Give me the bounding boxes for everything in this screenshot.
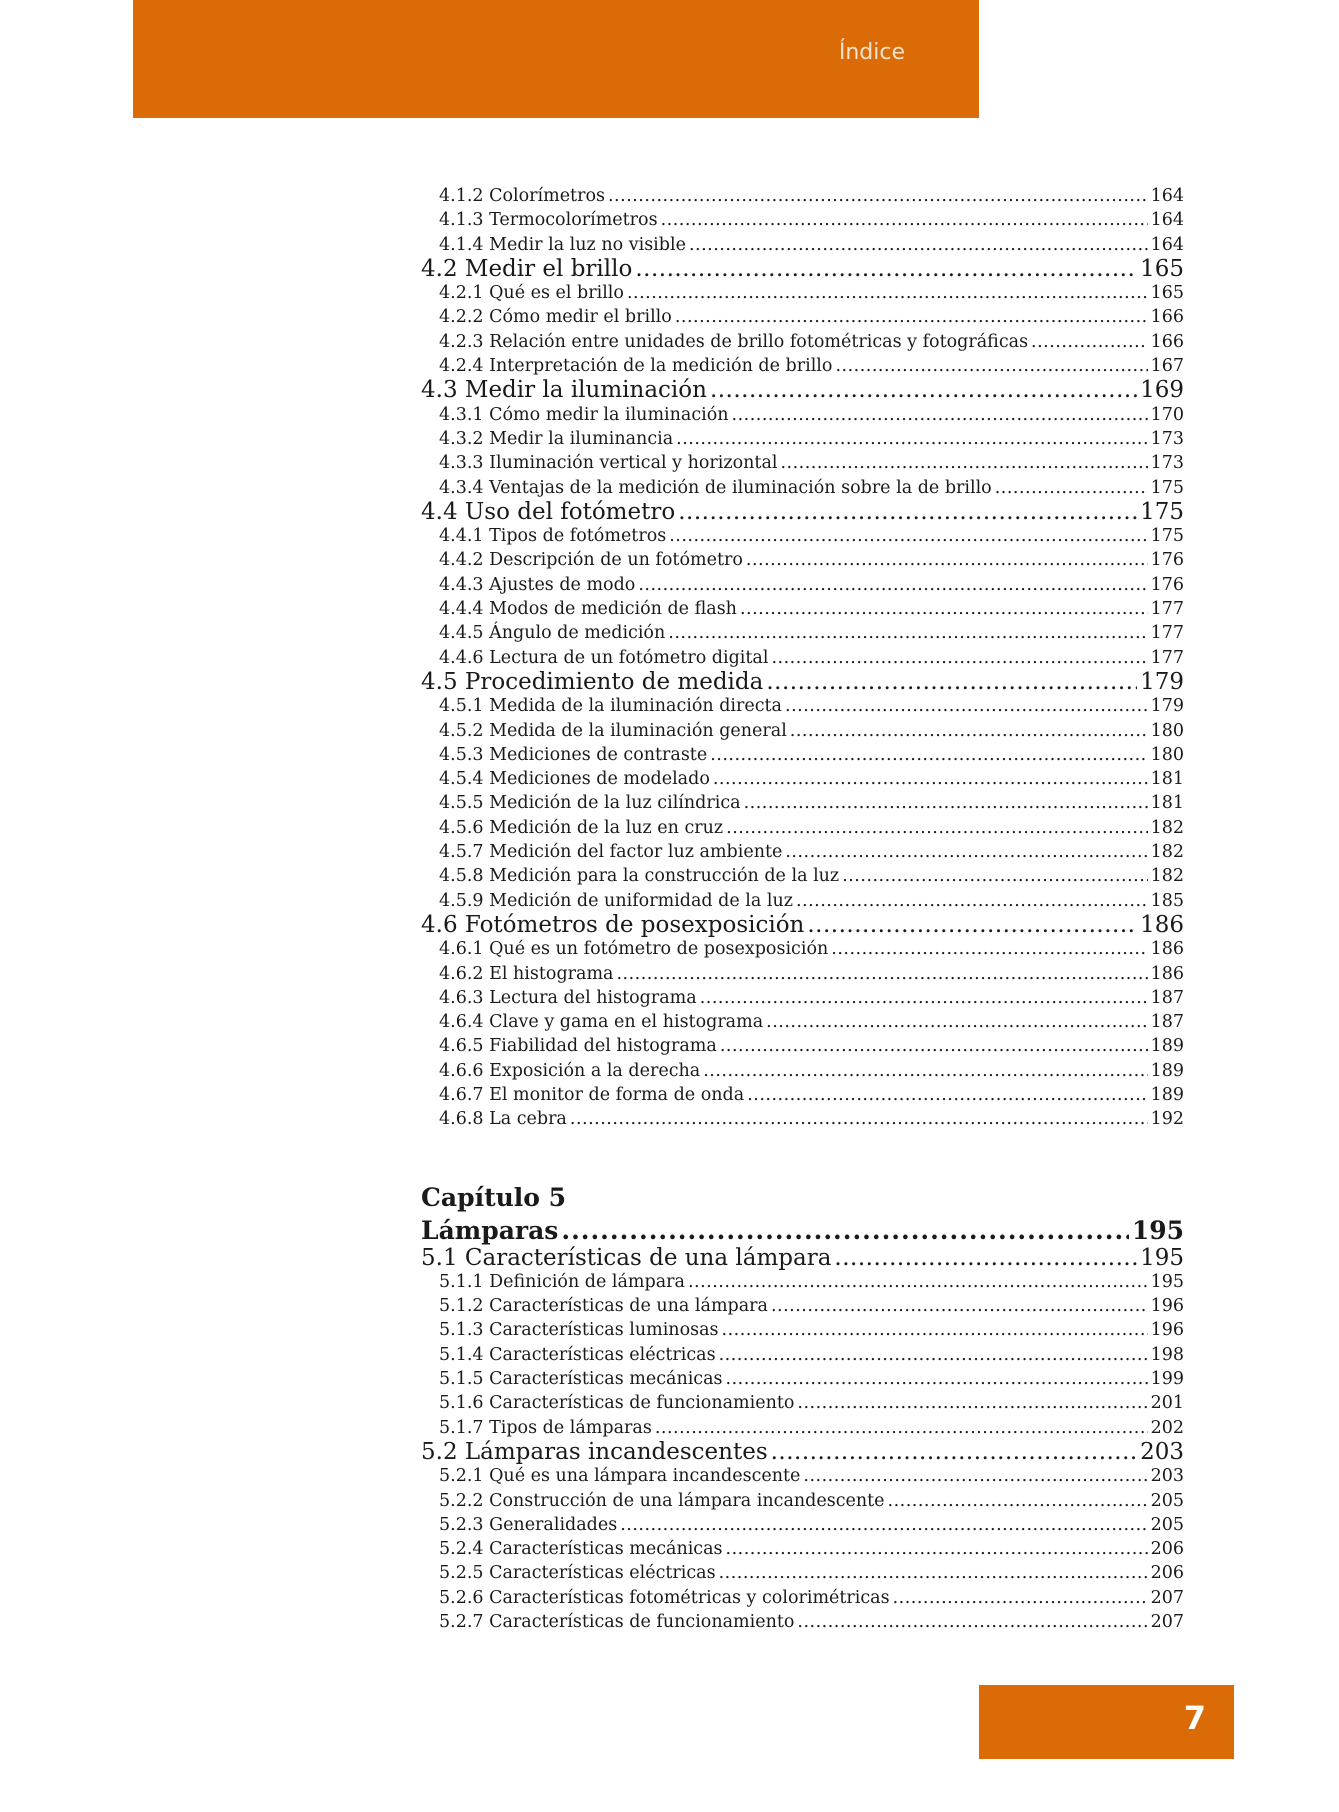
- toc-subsection-entry[interactable]: [439, 476, 1184, 500]
- toc-leader-dots: [888, 1489, 1148, 1513]
- toc-leader-dots: [726, 1537, 1148, 1561]
- toc-entry-title: 4.6.4 Clave y gama en el histograma: [439, 1012, 764, 1033]
- toc-entry-title: 4.3.2 Medir la iluminancia: [439, 428, 674, 449]
- toc-leader-dots: [719, 1343, 1148, 1367]
- toc-leader-dots: [661, 208, 1148, 232]
- chapter-label: Capítulo 5: [421, 1182, 567, 1212]
- toc-subsection-entry[interactable]: [439, 1034, 1184, 1058]
- toc-entry-title: 4.5.9 Medición de uniformidad de la luz: [439, 890, 793, 911]
- toc-subsection-entry[interactable]: [439, 1586, 1184, 1610]
- toc-subsection-entry[interactable]: [439, 233, 1184, 257]
- toc-entry-title: 5.1.7 Tipos de lámparas: [439, 1417, 652, 1438]
- toc-leader-dots: [740, 597, 1148, 621]
- header-bar: [133, 0, 979, 118]
- toc-entry-title: 4.6.2 El histograma: [439, 963, 614, 984]
- page-number-box: [979, 1685, 1234, 1759]
- toc-subsection-entry[interactable]: [439, 1391, 1184, 1415]
- toc-subsection-entry[interactable]: [439, 767, 1184, 791]
- toc-section-entry[interactable]: [421, 1440, 1184, 1464]
- toc-subsection-entry[interactable]: [439, 573, 1184, 597]
- chapter-page: 195: [1131, 1215, 1184, 1245]
- toc-entry-page: 205: [1150, 1490, 1184, 1511]
- toc-entry-page: 181: [1150, 793, 1184, 814]
- toc-entry-title: 4.4.3 Ajustes de modo: [439, 574, 636, 595]
- chapter-title-row[interactable]: [421, 1216, 1184, 1246]
- toc-subsection-entry[interactable]: [439, 694, 1184, 718]
- toc-entry-title: 4.6 Fotómetros de posexposición: [421, 911, 805, 938]
- toc-entry-title: 5.2.7 Características de funcionamiento: [439, 1612, 795, 1633]
- toc-subsection-entry[interactable]: [439, 1294, 1184, 1318]
- toc-entry-page: 177: [1150, 599, 1184, 620]
- toc-entry-page: 195: [1150, 1271, 1184, 1292]
- toc-section-entry[interactable]: [421, 500, 1184, 524]
- toc-entry-title: 5.1.5 Características mecánicas: [439, 1369, 723, 1390]
- toc-entry-page: 181: [1150, 769, 1184, 790]
- toc-entry-page: 199: [1150, 1369, 1184, 1390]
- toc-entry-page: 179: [1140, 668, 1184, 695]
- toc-subsection-entry[interactable]: [439, 1610, 1184, 1634]
- toc-entry-page: 206: [1150, 1539, 1184, 1560]
- toc-entry-page: 182: [1150, 866, 1184, 887]
- toc-subsection-entry[interactable]: [439, 646, 1184, 670]
- toc-subsection-entry[interactable]: [439, 1010, 1184, 1034]
- toc-entry-page: 203: [1150, 1466, 1184, 1487]
- toc-entry-page: 170: [1150, 404, 1184, 425]
- toc-leader-dots: [797, 1610, 1147, 1634]
- toc-entry-page: 196: [1150, 1296, 1184, 1317]
- toc-entry-title: 4.1.2 Colorímetros: [439, 186, 605, 206]
- toc-entry-page: 198: [1150, 1344, 1184, 1365]
- toc-entry-title: 4.2.3 Relación entre unidades de brillo fotométricas y fotográficas: [439, 331, 1029, 352]
- toc-subsection-entry[interactable]: [439, 743, 1184, 767]
- toc-subsection-entry[interactable]: [439, 548, 1184, 572]
- toc-section-entry[interactable]: [421, 670, 1184, 694]
- toc-entry-page: 186: [1150, 963, 1184, 984]
- toc-entry-page: 182: [1150, 817, 1184, 838]
- toc-leader-dots: [669, 524, 1147, 548]
- toc-subsection-entry[interactable]: [439, 1343, 1184, 1367]
- toc-entry-title: 4.2.4 Interpretación de la medición de brillo: [439, 356, 833, 377]
- toc-entry-page: 164: [1150, 186, 1184, 206]
- toc-entry-title: 5.2.5 Características eléctricas: [439, 1563, 716, 1584]
- toc-entry-page: 180: [1150, 744, 1184, 765]
- toc-subsection-entry[interactable]: [439, 1367, 1184, 1391]
- toc-leader-dots: [835, 354, 1147, 378]
- toc-section-entry[interactable]: [421, 257, 1184, 281]
- toc-entry-page: 203: [1140, 1438, 1184, 1465]
- toc-leader-dots: [726, 816, 1147, 840]
- toc-entry-page: 176: [1150, 574, 1184, 595]
- toc-leader-dots: [747, 1083, 1147, 1107]
- toc-entry-title: 4.3.4 Ventajas de la medición de iluminación sobre la de brillo: [439, 477, 992, 498]
- toc-entry-title: 4.4 Uso del fotómetro: [421, 498, 676, 525]
- toc-leader-dots: [726, 1367, 1148, 1391]
- toc-subsection-entry[interactable]: [439, 1464, 1184, 1488]
- toc-leader-dots: [627, 281, 1148, 305]
- toc-leader-dots: [744, 791, 1148, 815]
- toc-entry-page: 179: [1150, 696, 1184, 717]
- toc-leader-dots: [790, 719, 1148, 743]
- toc-subsection-entry[interactable]: [439, 354, 1184, 378]
- toc-leader-dots: [766, 670, 1137, 694]
- toc-entry-page: 206: [1150, 1563, 1184, 1584]
- toc-entry-page: 165: [1140, 255, 1184, 282]
- toc-leader-dots: [719, 1561, 1148, 1585]
- toc-subsection-entry[interactable]: [439, 208, 1184, 232]
- toc-subsection-entry[interactable]: [439, 1107, 1184, 1131]
- toc-subsection-entry[interactable]: [439, 1416, 1184, 1440]
- toc-entry-title: 4.4.4 Modos de medición de flash: [439, 599, 737, 620]
- toc-subsection-entry[interactable]: [439, 281, 1184, 305]
- toc-subsection-entry[interactable]: [439, 1561, 1184, 1585]
- toc-subsection-entry[interactable]: [439, 840, 1184, 864]
- toc-entry-page: 164: [1150, 210, 1184, 231]
- toc-subsection-entry[interactable]: [439, 889, 1184, 913]
- toc-entry-page: 207: [1150, 1612, 1184, 1633]
- toc-section-entry[interactable]: [421, 913, 1184, 937]
- toc-entry-title: 5.1.1 Definición de lámpara: [439, 1271, 685, 1292]
- toc-entry-title: 5.2.2 Construcción de una lámpara incandescente: [439, 1490, 885, 1511]
- toc-entry-title: 4.6.7 El monitor de forma de onda: [439, 1084, 745, 1105]
- toc-entry-title: 4.2.2 Cómo medir el brillo: [439, 307, 672, 328]
- toc-entry-title: 4.6.1 Qué es un fotómetro de posexposición: [439, 939, 829, 960]
- toc-leader-dots: [710, 743, 1147, 767]
- toc-entry-title: 4.3.1 Cómo medir la iluminación: [439, 404, 729, 425]
- toc-entry-title: 4.6.5 Fiabilidad del histograma: [439, 1036, 717, 1057]
- toc-leader-dots: [638, 573, 1147, 597]
- toc-entry-page: 189: [1150, 1084, 1184, 1105]
- toc-leader-dots: [720, 1034, 1148, 1058]
- toc-subsection-entry[interactable]: [439, 1270, 1184, 1294]
- toc-entry-title: 4.2 Medir el brillo: [421, 255, 633, 282]
- toc-entry-page: 185: [1150, 890, 1184, 911]
- toc-leader-dots: [688, 1270, 1148, 1294]
- toc-leader-dots: [700, 986, 1148, 1010]
- toc-entry-page: 189: [1150, 1036, 1184, 1057]
- toc-leader-dots: [807, 913, 1137, 937]
- toc-leader-dots: [713, 767, 1148, 791]
- toc-entry-page: 187: [1150, 1012, 1184, 1033]
- toc-entry-page: 175: [1150, 477, 1184, 498]
- toc-entry-title: 4.5.7 Medición del factor luz ambiente: [439, 842, 783, 863]
- toc-entry-title: 5.1.4 Características eléctricas: [439, 1344, 716, 1365]
- toc-subsection-entry[interactable]: [439, 330, 1184, 354]
- toc-entry-page: 176: [1150, 550, 1184, 571]
- toc-leader-dots: [771, 1294, 1148, 1318]
- toc-leader-dots: [668, 621, 1147, 645]
- toc-entry-title: 4.2.1 Qué es el brillo: [439, 283, 624, 304]
- toc-entry-title: 4.1.4 Medir la luz no visible: [439, 234, 686, 255]
- toc-section-entry[interactable]: [421, 1246, 1184, 1270]
- toc-entry-title: 5.2.6 Características fotométricas y colorimétricas: [439, 1587, 890, 1608]
- toc-leader-dots: [771, 646, 1147, 670]
- toc-leader-dots: [570, 1107, 1148, 1131]
- toc-leader-dots: [608, 184, 1148, 208]
- toc-entry-title: 4.5.2 Medida de la iluminación general: [439, 720, 787, 741]
- toc-entry-page: 166: [1150, 307, 1184, 328]
- toc-subsection-entry[interactable]: [439, 597, 1184, 621]
- toc-leader-dots: [678, 500, 1137, 524]
- toc-subsection-entry[interactable]: [439, 1083, 1184, 1107]
- toc-entry-title: 5.2.4 Características mecánicas: [439, 1539, 723, 1560]
- toc-leader-dots: [635, 257, 1137, 281]
- toc-entry-page: 167: [1150, 356, 1184, 377]
- toc-entry-title: 4.5.5 Medición de la luz cilíndrica: [439, 793, 741, 814]
- toc-entry-title: 4.6.3 Lectura del histograma: [439, 987, 697, 1008]
- toc-leader-dots: [561, 1216, 1128, 1246]
- toc-entry-page: 165: [1150, 283, 1184, 304]
- toc-leader-dots: [831, 937, 1147, 961]
- toc-entry-title: 5.2.1 Qué es una lámpara incandescente: [439, 1466, 801, 1487]
- toc-entry-title: 4.5.6 Medición de la luz en cruz: [439, 817, 724, 838]
- toc-entry-title: 4.5.4 Mediciones de modelado: [439, 769, 710, 790]
- toc-entry-title: 4.3.3 Iluminación vertical y horizontal: [439, 453, 778, 474]
- toc-entry-page: 177: [1150, 623, 1184, 644]
- toc-leader-dots: [703, 1059, 1147, 1083]
- toc-leader-dots: [676, 427, 1147, 451]
- toc-entry-title: 4.5.1 Medida de la iluminación directa: [439, 696, 782, 717]
- toc-entry-page: 164: [1150, 234, 1184, 255]
- toc-entry-title: 5.2 Lámparas incandescentes: [421, 1438, 768, 1465]
- toc-entry-title: 4.5.8 Medición para la construcción de la luz: [439, 866, 840, 887]
- toc-subsection-entry[interactable]: [439, 184, 1184, 208]
- toc-entry-title: 4.5.3 Mediciones de contraste: [439, 744, 708, 765]
- toc-part-1: [421, 184, 1184, 1132]
- toc-entry-title: 4.4.1 Tipos de fotómetros: [439, 526, 667, 547]
- toc-subsection-entry[interactable]: [439, 719, 1184, 743]
- toc-entry-page: 173: [1150, 453, 1184, 474]
- toc-subsection-entry[interactable]: [439, 816, 1184, 840]
- toc-leader-dots: [616, 962, 1147, 986]
- toc-entry-title: 4.1.3 Termocolorímetros: [439, 210, 658, 231]
- toc-entry-title: 4.4.6 Lectura de un fotómetro digital: [439, 647, 769, 668]
- toc-subsection-entry[interactable]: [439, 937, 1184, 961]
- toc-entry-page: 180: [1150, 720, 1184, 741]
- toc-leader-dots: [675, 305, 1148, 329]
- toc-entry-page: 169: [1140, 377, 1184, 404]
- toc-entry-page: 166: [1150, 331, 1184, 352]
- page-title: Índice: [838, 40, 905, 65]
- toc-entry-page: 187: [1150, 987, 1184, 1008]
- toc-entry-page: 173: [1150, 428, 1184, 449]
- toc-subsection-entry[interactable]: [439, 427, 1184, 451]
- toc-entry-page: 201: [1150, 1393, 1184, 1414]
- toc-leader-dots: [893, 1586, 1148, 1610]
- toc-leader-dots: [722, 1318, 1148, 1342]
- toc-entry-title: 4.3 Medir la iluminación: [421, 377, 707, 404]
- toc-subsection-entry[interactable]: [439, 791, 1184, 815]
- toc-entry-page: 186: [1140, 911, 1184, 938]
- toc-subsection-entry[interactable]: [439, 962, 1184, 986]
- toc-subsection-entry[interactable]: [439, 1318, 1184, 1342]
- toc-leader-dots: [766, 1010, 1147, 1034]
- toc-entry-page: 195: [1140, 1244, 1184, 1271]
- toc-leader-dots: [842, 864, 1147, 888]
- toc-entry-page: 205: [1150, 1514, 1184, 1535]
- toc-leader-dots: [732, 403, 1148, 427]
- toc-entry-title: 4.6.8 La cebra: [439, 1109, 567, 1130]
- toc-leader-dots: [620, 1513, 1147, 1537]
- toc-leader-dots: [710, 378, 1137, 402]
- toc-leader-dots: [746, 548, 1148, 572]
- toc-leader-dots: [780, 451, 1147, 475]
- toc-subsection-entry[interactable]: [439, 305, 1184, 329]
- toc-entry-page: 207: [1150, 1587, 1184, 1608]
- toc-entry-title: 4.4.5 Ángulo de medición: [439, 623, 666, 644]
- toc-leader-dots: [655, 1416, 1148, 1440]
- toc-section-entry[interactable]: [421, 378, 1184, 402]
- toc-subsection-entry[interactable]: [439, 1059, 1184, 1083]
- toc-entry-page: 192: [1150, 1109, 1184, 1130]
- toc-entry-title: 5.2.3 Generalidades: [439, 1514, 618, 1535]
- toc-subsection-entry[interactable]: [439, 864, 1184, 888]
- toc-subsection-entry[interactable]: [439, 1537, 1184, 1561]
- toc-subsection-entry[interactable]: [439, 451, 1184, 475]
- page-number: 7: [1183, 1699, 1206, 1737]
- toc-entry-title: 4.4.2 Descripción de un fotómetro: [439, 550, 743, 571]
- toc-leader-dots: [785, 694, 1148, 718]
- chapter-title: Lámparas: [421, 1215, 559, 1245]
- toc-subsection-entry[interactable]: [439, 524, 1184, 548]
- toc-entry-page: 196: [1150, 1320, 1184, 1341]
- toc-entry-page: 186: [1150, 939, 1184, 960]
- table-of-contents: [421, 184, 1184, 1634]
- toc-entry-title: 4.6.6 Exposición a la derecha: [439, 1060, 701, 1081]
- toc-entry-title: 5.1 Características de una lámpara: [421, 1244, 832, 1271]
- toc-entry-page: 175: [1140, 498, 1184, 525]
- toc-subsection-entry[interactable]: [439, 403, 1184, 427]
- toc-entry-title: 5.1.6 Características de funcionamiento: [439, 1393, 795, 1414]
- toc-entry-title: 5.1.2 Características de una lámpara: [439, 1296, 768, 1317]
- toc-leader-dots: [995, 476, 1148, 500]
- toc-leader-dots: [689, 233, 1148, 257]
- toc-leader-dots: [1031, 330, 1148, 354]
- toc-entry-page: 202: [1150, 1417, 1184, 1438]
- toc-entry-page: 175: [1150, 526, 1184, 547]
- toc-leader-dots: [785, 840, 1147, 864]
- toc-leader-dots: [803, 1464, 1147, 1488]
- toc-part-2: [421, 1246, 1184, 1635]
- toc-leader-dots: [796, 889, 1148, 913]
- toc-entry-title: 5.1.3 Características luminosas: [439, 1320, 719, 1341]
- toc-leader-dots: [834, 1246, 1137, 1270]
- toc-entry-page: 182: [1150, 842, 1184, 863]
- toc-subsection-entry[interactable]: [439, 621, 1184, 645]
- toc-subsection-entry[interactable]: [439, 1489, 1184, 1513]
- toc-entry-title: 4.5 Procedimiento de medida: [421, 668, 764, 695]
- toc-entry-page: 189: [1150, 1060, 1184, 1081]
- toc-leader-dots: [771, 1440, 1137, 1464]
- toc-subsection-entry[interactable]: [439, 1513, 1184, 1537]
- toc-leader-dots: [797, 1391, 1147, 1415]
- toc-entry-page: 177: [1150, 647, 1184, 668]
- toc-subsection-entry[interactable]: [439, 986, 1184, 1010]
